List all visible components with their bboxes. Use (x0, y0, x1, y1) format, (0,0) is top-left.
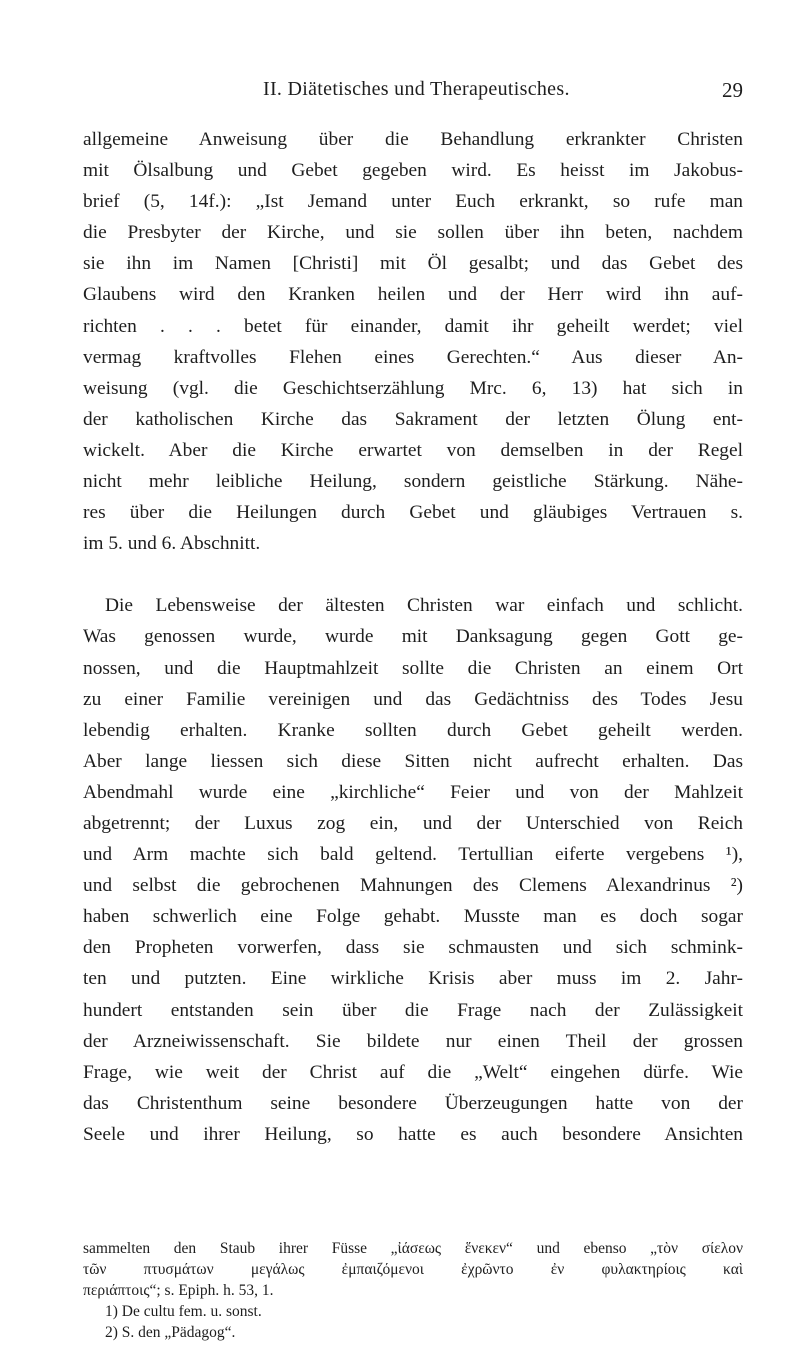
text-line: der Arzneiwissenschaft. Sie bildete nur einen Theil der grossen (83, 1030, 743, 1052)
paragraph-gap (83, 559, 743, 590)
text-line: die Presbyter der Kirche, und sie sollen über ihn beten, nachdem (83, 222, 743, 244)
text-line: Seele und ihrer Heilung, so hatte es auch besondere Ansichten (83, 1123, 743, 1145)
text-line: sie ihn im Namen [Christi] mit Öl gesalbt; und das Gebet des (83, 253, 743, 275)
text-line: und Arm machte sich bald geltend. Tertullian eiferte vergebens ¹), (83, 844, 743, 866)
text-line: der katholischen Kirche das Sakrament der letzten Ölung ent- (83, 408, 743, 430)
running-title: II. Diätetisches und Therapeutisches. (263, 78, 570, 100)
text-line: Aber lange liessen sich diese Sitten nicht aufrecht erhalten. Das (83, 750, 743, 772)
footnote-carryover-line: τῶν πτυσμάτων μεγάλως ἐμπαιζόμενοι ἐχρῶντο ἐν φυλακτηρίοις καὶ (83, 1261, 743, 1278)
text-line: Was genossen wurde, wurde mit Danksagung gegen Gott ge- (83, 626, 743, 648)
text-line: wickelt. Aber die Kirche erwartet von demselben in der Regel (83, 439, 743, 461)
text-line: das Christenthum seine besondere Überzeugungen hatte von der (83, 1092, 743, 1114)
footnote-2: 2) S. den „Pädagog“. (105, 1324, 236, 1341)
text-line: Abendmahl wurde eine „kirchliche“ Feier und von der Mahlzeit (83, 781, 743, 803)
text-line: Glaubens wird den Kranken heilen und der Herr wird ihn auf- (83, 284, 743, 306)
text-line: richten . . . betet für einander, damit ihr geheilt werdet; viel (83, 315, 743, 337)
text-line: und selbst die gebrochenen Mahnungen des Clemens Alexandrinus ²) (83, 875, 743, 897)
text-line: mit Ölsalbung und Gebet gegeben wird. Es heisst im Jakobus- (83, 160, 743, 182)
text-line: haben schwerlich eine Folge gehabt. Musste man es doch sogar (83, 906, 743, 928)
text-line: lebendig erhalten. Kranke sollten durch Gebet geheilt werden. (83, 719, 743, 741)
text-line: ten und putzten. Eine wirkliche Krisis aber muss im 2. Jahr- (83, 968, 743, 990)
footnotes (83, 1238, 743, 1343)
text-line: vermag kraftvolles Flehen eines Gerechten.“ Aus dieser An- (83, 346, 743, 368)
main-text (83, 124, 743, 1150)
text-line: Frage, wie weit der Christ auf die „Welt“ eingehen dürfe. Wie (83, 1061, 743, 1083)
text-line: abgetrennt; der Luxus zog ein, und der Unterschied von Reich (83, 812, 743, 834)
page-number: 29 (722, 78, 743, 102)
text-line: hundert entstanden sein über die Frage nach der Zulässigkeit (83, 999, 743, 1021)
text-line: den Propheten vorwerfen, dass sie schmausten und sich schmink- (83, 937, 743, 959)
running-header (83, 78, 743, 106)
footnote-1: 1) De cultu fem. u. sonst. (105, 1303, 262, 1320)
text-line: nossen, und die Hauptmahlzeit sollte die Christen an einem Ort (83, 657, 743, 679)
text-line: brief (5, 14f.): „Ist Jemand unter Euch erkrankt, so rufe man (83, 191, 743, 213)
text-line: zu einer Familie vereinigen und das Gedächtniss des Todes Jesu (83, 688, 743, 710)
footnote-carryover-line: περιάπτοις“; s. Epiph. h. 53, 1. (83, 1282, 274, 1299)
text-line: Die Lebensweise der ältesten Christen war einfach und schlicht. (105, 595, 743, 617)
text-line: allgemeine Anweisung über die Behandlung erkrankter Christen (83, 129, 743, 150)
paragraph-2 (83, 590, 743, 1150)
text-line: im 5. und 6. Abschnitt. (83, 533, 261, 555)
footnote-carryover-line: sammelten den Staub ihrer Füsse „ἰάσεως ἕνεκεν“ und ebenso „τὸν σίελον (83, 1240, 743, 1257)
text-line: res über die Heilungen durch Gebet und gläubiges Vertrauen s. (83, 502, 743, 524)
text-line: nicht mehr leibliche Heilung, sondern geistliche Stärkung. Nähe- (83, 471, 743, 493)
paragraph-1 (83, 124, 743, 559)
text-line: weisung (vgl. die Geschichtserzählung Mrc. 6, 13) hat sich in (83, 377, 743, 399)
